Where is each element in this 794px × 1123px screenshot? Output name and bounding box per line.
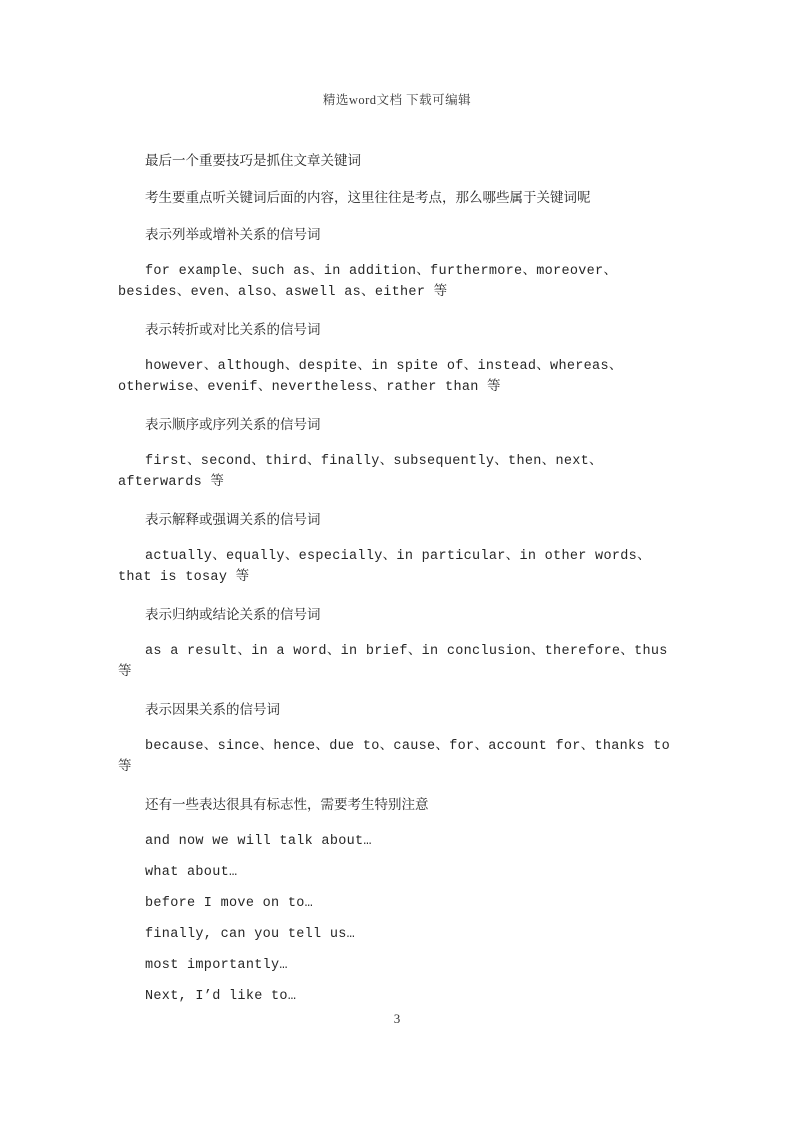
paragraph: because、since、hence、due to、cause、for、account for、thanks to 等 (118, 739, 671, 775)
paragraph: 表示列举或增补关系的信号词 (145, 227, 321, 242)
paragraph: 表示因果关系的信号词 (145, 702, 280, 717)
paragraph: most importantly… (145, 958, 288, 973)
page-number (0, 1011, 794, 1027)
page-number-value: 3 (393, 1011, 401, 1026)
paragraph: 最后一个重要技巧是抓住文章关键词 (145, 153, 361, 168)
paragraph: 表示归纳或结论关系的信号词 (145, 607, 321, 622)
paragraph: 表示顺序或序列关系的信号词 (145, 417, 321, 432)
paragraph: for example、such as、in addition、furthermore、moreover、besides、even、also、aswell as、either 等 (118, 264, 618, 300)
paragraph: Next, I’d like to… (145, 989, 297, 1004)
document-header: 精选word文档 下载可编辑 (322, 93, 472, 107)
paragraph: and now we will talk about… (145, 834, 372, 849)
paragraph: 表示解释或强调关系的信号词 (145, 512, 321, 527)
document-body (118, 150, 676, 1007)
paragraph: 还有一些表达很具有标志性，需要考生特别注意 (145, 797, 429, 812)
paragraph: finally, can you tell us… (145, 927, 356, 942)
paragraph: 表示转折或对比关系的信号词 (145, 322, 321, 337)
paragraph: first、second、third、finally、subsequently、then、next、afterwards 等 (118, 454, 603, 490)
paragraph: however、although、despite、in spite of、instead、whereas、otherwise、evenif、nevertheless、rather than 等 (118, 359, 623, 395)
paragraph: what about… (145, 865, 238, 880)
paragraph: 考生要重点听关键词后面的内容，这里往往是考点，那么哪些属于关键词呢 (145, 190, 591, 205)
paragraph: actually、equally、especially、in particular、in other words、that is tosay 等 (118, 549, 651, 585)
paragraph: before I move on to… (145, 896, 314, 911)
paragraph: as a result、in a word、in brief、in conclusion、therefore、thus 等 (118, 644, 668, 680)
